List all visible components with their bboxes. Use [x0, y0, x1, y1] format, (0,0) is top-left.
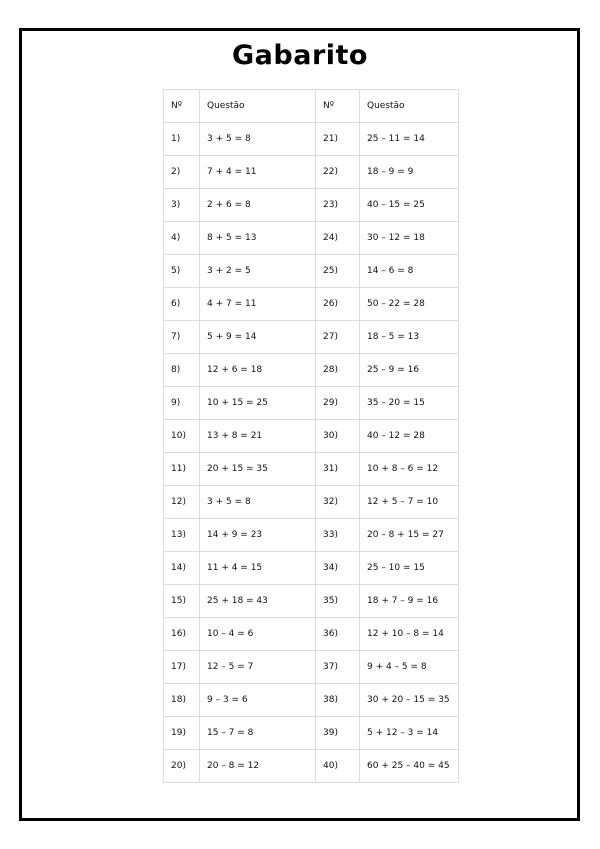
question-number-left: 19) [164, 717, 200, 750]
question-number-right: 30) [316, 420, 360, 453]
table-row [164, 684, 459, 717]
table-row [164, 156, 459, 189]
question-number-left: 6) [164, 288, 200, 321]
question-answer-right: 18 – 9 = 9 [360, 156, 459, 189]
question-answer-right: 30 + 20 – 15 = 35 [360, 684, 459, 717]
question-number-right: 37) [316, 651, 360, 684]
question-number-right: 39) [316, 717, 360, 750]
question-number-right: 40) [316, 750, 360, 783]
question-number-right: 35) [316, 585, 360, 618]
table-row [164, 486, 459, 519]
question-answer-right: 35 – 20 = 15 [360, 387, 459, 420]
question-answer-left: 15 – 7 = 8 [200, 717, 316, 750]
question-answer-left: 3 + 5 = 8 [200, 486, 316, 519]
question-number-left: 1) [164, 123, 200, 156]
question-answer-left: 25 + 18 = 43 [200, 585, 316, 618]
question-number-right: 25) [316, 255, 360, 288]
question-answer-right: 18 + 7 – 9 = 16 [360, 585, 459, 618]
question-answer-left: 10 – 4 = 6 [200, 618, 316, 651]
question-answer-left: 20 – 8 = 12 [200, 750, 316, 783]
question-answer-right: 25 – 11 = 14 [360, 123, 459, 156]
question-number-left: 11) [164, 453, 200, 486]
table-row [164, 354, 459, 387]
table-row [164, 453, 459, 486]
table-row [164, 585, 459, 618]
question-answer-right: 60 + 25 – 40 = 45 [360, 750, 459, 783]
question-number-right: 21) [316, 123, 360, 156]
question-answer-left: 12 – 5 = 7 [200, 651, 316, 684]
table-row [164, 387, 459, 420]
header-number-left: Nº [164, 90, 200, 123]
question-number-left: 15) [164, 585, 200, 618]
question-number-right: 38) [316, 684, 360, 717]
question-answer-right: 9 + 4 – 5 = 8 [360, 651, 459, 684]
page-title: Gabarito [232, 40, 368, 71]
table-row [164, 255, 459, 288]
question-number-right: 31) [316, 453, 360, 486]
table-row [164, 717, 459, 750]
question-answer-left: 8 + 5 = 13 [200, 222, 316, 255]
question-number-right: 23) [316, 189, 360, 222]
question-number-left: 10) [164, 420, 200, 453]
table-row [164, 552, 459, 585]
question-number-right: 34) [316, 552, 360, 585]
question-number-right: 33) [316, 519, 360, 552]
question-answer-left: 5 + 9 = 14 [200, 321, 316, 354]
question-number-right: 28) [316, 354, 360, 387]
question-number-left: 3) [164, 189, 200, 222]
question-answer-right: 10 + 8 – 6 = 12 [360, 453, 459, 486]
question-answer-left: 20 + 15 = 35 [200, 453, 316, 486]
table-row [164, 222, 459, 255]
question-answer-left: 9 – 3 = 6 [200, 684, 316, 717]
question-answer-right: 20 – 8 + 15 = 27 [360, 519, 459, 552]
question-answer-right: 40 – 12 = 28 [360, 420, 459, 453]
table-row [164, 123, 459, 156]
question-number-left: 4) [164, 222, 200, 255]
question-answer-right: 25 – 9 = 16 [360, 354, 459, 387]
table-row [164, 189, 459, 222]
question-number-right: 36) [316, 618, 360, 651]
question-answer-left: 12 + 6 = 18 [200, 354, 316, 387]
question-answer-right: 25 – 10 = 15 [360, 552, 459, 585]
question-number-left: 9) [164, 387, 200, 420]
question-answer-left: 13 + 8 = 21 [200, 420, 316, 453]
table-row [164, 288, 459, 321]
question-number-left: 8) [164, 354, 200, 387]
table-row [164, 651, 459, 684]
question-number-left: 17) [164, 651, 200, 684]
header-number-right: Nº [316, 90, 360, 123]
table-row [164, 618, 459, 651]
question-answer-right: 14 – 6 = 8 [360, 255, 459, 288]
question-number-left: 12) [164, 486, 200, 519]
question-number-right: 27) [316, 321, 360, 354]
question-answer-right: 18 – 5 = 13 [360, 321, 459, 354]
question-number-right: 29) [316, 387, 360, 420]
question-answer-left: 7 + 4 = 11 [200, 156, 316, 189]
question-number-right: 22) [316, 156, 360, 189]
table-row [164, 519, 459, 552]
question-number-left: 20) [164, 750, 200, 783]
question-answer-left: 14 + 9 = 23 [200, 519, 316, 552]
question-number-left: 16) [164, 618, 200, 651]
table-row [164, 321, 459, 354]
question-number-left: 7) [164, 321, 200, 354]
question-answer-right: 50 – 22 = 28 [360, 288, 459, 321]
question-number-left: 18) [164, 684, 200, 717]
question-answer-right: 5 + 12 – 3 = 14 [360, 717, 459, 750]
question-answer-left: 11 + 4 = 15 [200, 552, 316, 585]
answer-key-table [163, 89, 459, 783]
table-row [164, 750, 459, 783]
question-number-right: 24) [316, 222, 360, 255]
question-number-right: 32) [316, 486, 360, 519]
question-answer-right: 40 – 15 = 25 [360, 189, 459, 222]
question-answer-left: 3 + 2 = 5 [200, 255, 316, 288]
table-header-row [164, 90, 459, 123]
question-number-right: 26) [316, 288, 360, 321]
header-question-right: Questão [360, 90, 459, 123]
question-answer-right: 12 + 5 – 7 = 10 [360, 486, 459, 519]
question-answer-left: 10 + 15 = 25 [200, 387, 316, 420]
table-row [164, 420, 459, 453]
question-number-left: 2) [164, 156, 200, 189]
question-number-left: 14) [164, 552, 200, 585]
question-answer-left: 2 + 6 = 8 [200, 189, 316, 222]
question-answer-left: 4 + 7 = 11 [200, 288, 316, 321]
question-answer-right: 30 – 12 = 18 [360, 222, 459, 255]
question-number-left: 5) [164, 255, 200, 288]
question-number-left: 13) [164, 519, 200, 552]
question-answer-right: 12 + 10 – 8 = 14 [360, 618, 459, 651]
header-question-left: Questão [200, 90, 316, 123]
question-answer-left: 3 + 5 = 8 [200, 123, 316, 156]
